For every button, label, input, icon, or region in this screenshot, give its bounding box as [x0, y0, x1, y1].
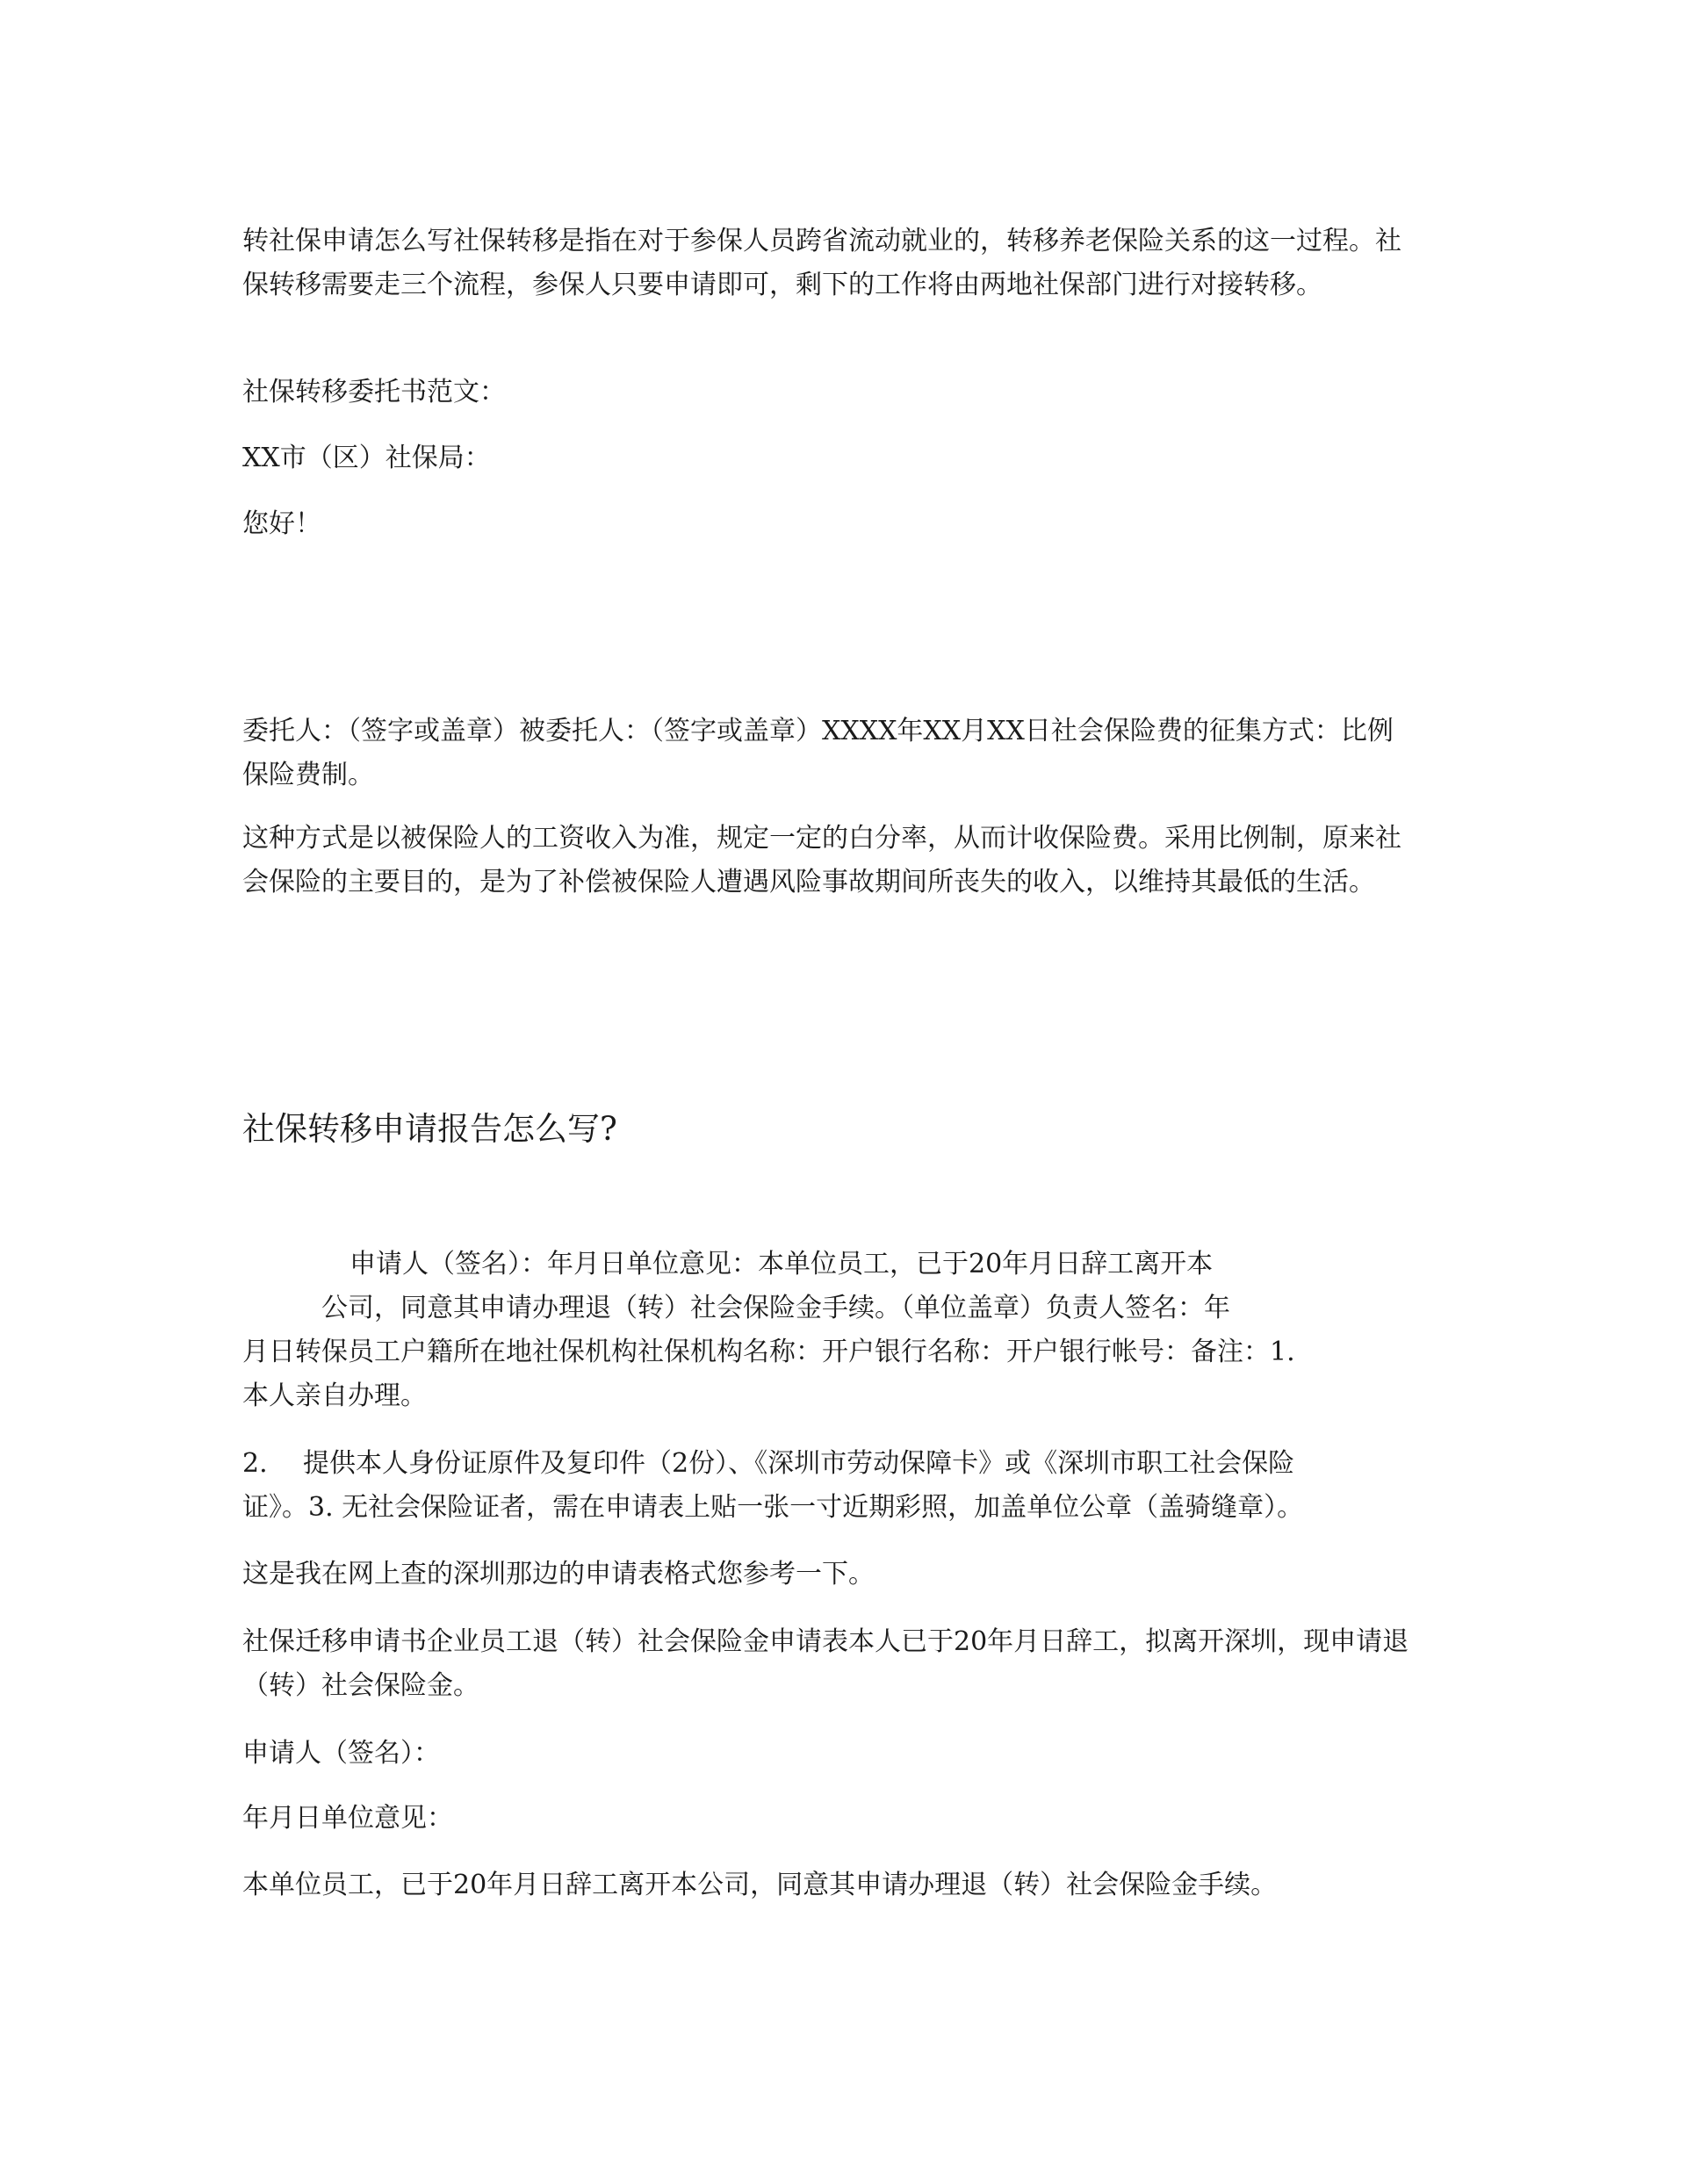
sample-title: 社保转移委托书范文： — [242, 377, 506, 407]
list-item-line-2: 证》。3. 无社会保险证者，需在申请表上贴一张一寸近期彩照，加盖单位公章（盖骑缝章）。 — [242, 1492, 1304, 1523]
intro-paragraph: 转社保申请怎么写社保转移是指在对于参保人员跨省流动就业的，转移养老保险关系的这一过程。社保转移需要走三个流程，参保人只要申请即可，剩下的工作将由两地社保部门进行对接转移。 — [242, 226, 1401, 300]
greeting: 您好！ — [242, 508, 321, 539]
block-line-4: 本人亲自办理。 — [242, 1380, 427, 1411]
addressee: XX市（区）社保局： — [242, 443, 491, 473]
block-line-3: 月日转保员工户籍所在地社保机构社保机构名称：开户银行名称：开户银行帐号：备注：1. — [242, 1337, 1295, 1367]
list-item-number: 2. — [242, 1448, 268, 1479]
block-line-1: 申请人（签名）：年月日单位意见：本单位员工，已于20年月日辞工离开本 — [349, 1249, 1214, 1279]
block-line-2: 公司，同意其申请办理退（转）社会保险金手续。（单位盖章）负责人签名：年 — [321, 1293, 1230, 1323]
applicant-signature: 申请人（签名）： — [242, 1738, 440, 1769]
signature-block: 委托人：（签字或盖章）被委托人：（签字或盖章）XXXX年XX月XX日社会保险费的征集方式：比例保险费制。 — [242, 716, 1394, 790]
section-heading: 社保转移申请报告怎么写? — [242, 1110, 617, 1148]
reference-note: 这是我在网上查的深圳那边的申请表格式您参考一下。 — [242, 1559, 875, 1589]
unit-opinion: 年月日单位意见： — [242, 1803, 453, 1834]
form-intro-paragraph: 社保迁移申请书企业员工退（转）社会保险金申请表本人已于20年月日辞工，拟离开深圳，现申请退（转）社会保险金。 — [242, 1626, 1409, 1701]
list-item-line-1: 提供本人身份证原件及复印件（2份）、《深圳市劳动保障卡》或《深圳市职工社会保险 — [303, 1448, 1295, 1479]
explanation-paragraph: 这种方式是以被保险人的工资收入为准，规定一定的白分率，从而计收保险费。采用比例制，原来社会保险的主要目的，是为了补偿被保险人遭遇风险事故期间所丧失的收入，以维持其最低的生活。 — [242, 823, 1401, 897]
unit-statement: 本单位员工，已于20年月日辞工离开本公司，同意其申请办理退（转）社会保险金手续。 — [242, 1870, 1278, 1900]
